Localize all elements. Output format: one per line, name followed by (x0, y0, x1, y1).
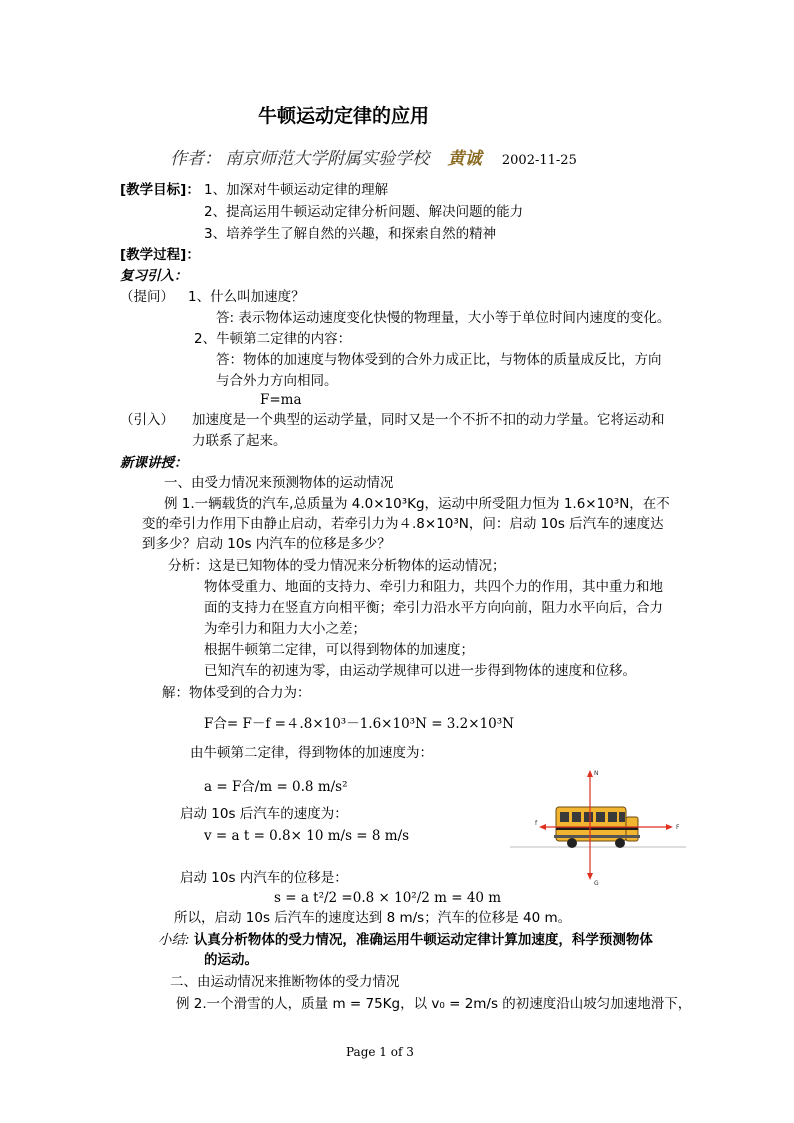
answer-2-line-1: 答：物体的加速度与物体受到的合外力成正比，与物体的质量成反比，方向 (216, 352, 662, 368)
goal-item-1: 1、加深对牛顿运动定律的理解 (204, 182, 389, 198)
force-diagram-svg (510, 765, 688, 887)
example-1-line-1: 例 1.一辆载货的汽车,总质量为 4.0×10³Kg，运动中所受阻力恒为 1.6×10³N，在不 (164, 496, 670, 512)
author-school: 南京师范大学附属实验学校 (225, 149, 430, 169)
formula-fma: F=ma (260, 392, 302, 408)
goal-item-2: 2、提高运用牛顿运动定律分析问题、解决问题的能力 (204, 204, 524, 220)
analysis-line-5: 根据牛顿第二定律，可以得到物体的加速度； (204, 642, 474, 658)
force-diagram (510, 765, 688, 887)
author-line (170, 149, 577, 169)
question-1: 1、什么叫加速度？ (188, 289, 305, 305)
summary-line-1 (158, 932, 653, 948)
answer-1: 答: 表示物体运动速度变化快慢的物理量，大小等于单位时间内速度的变化。 (216, 310, 671, 326)
question-2: 2、牛顿第二定律的内容： (194, 331, 352, 347)
intro-line-1: 加速度是一个典型的运动学量，同时又是一个不折不扣的动力学量。它将运动和 (192, 412, 665, 428)
goal-item-3: 3、培养学生了解自然的兴趣，和探索自然的精神 (204, 226, 497, 242)
summary-label: 小结: (158, 932, 190, 948)
label-n: N (594, 770, 599, 777)
author-prefix: 作者： (170, 149, 221, 169)
label-f-lower: f (535, 820, 538, 827)
page-footer: Page 1 of 3 (346, 1045, 414, 1059)
ask-label: （提问） (120, 289, 174, 305)
step-velocity: 启动 10s 后汽车的速度为： (180, 806, 348, 822)
equation-velocity: v = a t = 0.8× 10 m/s = 8 m/s (204, 828, 410, 844)
new-lesson-label: 新课讲授： (120, 455, 188, 471)
answer-2-line-2: 与合外力方向相同。 (216, 373, 338, 389)
section-1-heading: 一、由受力情况来预测物体的运动情况 (164, 475, 394, 491)
step-newton-second-law: 由牛顿第二定律，得到物体的加速度为： (190, 745, 433, 761)
equation-displacement: s = a t²/2 =0.8 × 10²/2 m = 40 m (274, 890, 502, 906)
summary-text-1: 认真分析物体的受力情况，准确运用牛顿运动定律计算加速度，科学预测物体 (193, 932, 653, 948)
goals-label: [教学目标]： (120, 182, 200, 198)
solution-label: 解：物体受到的合力为： (162, 685, 311, 701)
review-label: 复习引入： (120, 268, 188, 284)
label-g: G (594, 880, 599, 887)
summary-line-2: 的运动。 (204, 952, 258, 968)
intro-label: （引入） (120, 412, 174, 428)
analysis-line-3: 面的支持力在竖直方向相平衡；牵引力沿水平方向向前，阻力水平向后，合力 (204, 600, 663, 616)
page-title: 牛顿运动定律的应用 (258, 105, 430, 127)
example-2-line-1: 例 2.一个滑雪的人，质量 m = 75Kg，以 v₀ = 2m/s 的初速度沿山坡匀加速地滑下， (176, 996, 692, 1012)
author-date: 2002-11-25 (501, 153, 577, 168)
step-displacement: 启动 10s 内汽车的位移是： (180, 870, 348, 886)
section-2-heading: 二、由运动情况来推断物体的受力情况 (170, 974, 400, 990)
analysis-line-1: 分析：这是已知物体的受力情况来分析物体的运动情况； (168, 558, 506, 574)
process-label: [教学过程]： (120, 247, 200, 263)
author-name: 黄诚 (447, 149, 482, 169)
analysis-line-2: 物体受重力、地面的支持力、牵引力和阻力，共四个力的作用，其中重力和地 (204, 579, 663, 595)
analysis-line-6: 已知汽车的初速为零，由运动学规律可以进一步得到物体的速度和位移。 (204, 663, 636, 679)
example-1-line-3: 到多少？启动 10s 内汽车的位移是多少？ (142, 536, 391, 552)
equation-net-force: F合= F－f =４.8×10³－1.6×10³N = 3.2×10³N (204, 716, 514, 732)
example-1-line-2: 变的牵引力作用下由静止启动，若牵引力为４.8×10³N，问：启动 10s 后汽车的速度达 (142, 516, 664, 532)
label-f-upper: F (676, 824, 680, 831)
intro-line-2: 力联系了起来。 (192, 433, 287, 449)
equation-acceleration: a = F合/m = 0.8 m/s² (204, 779, 348, 795)
analysis-line-4: 为牵引力和阻力大小之差； (204, 621, 366, 637)
conclusion: 所以，启动 10s 后汽车的速度达到 8 m/s；汽车的位移是 40 m。 (174, 910, 572, 926)
